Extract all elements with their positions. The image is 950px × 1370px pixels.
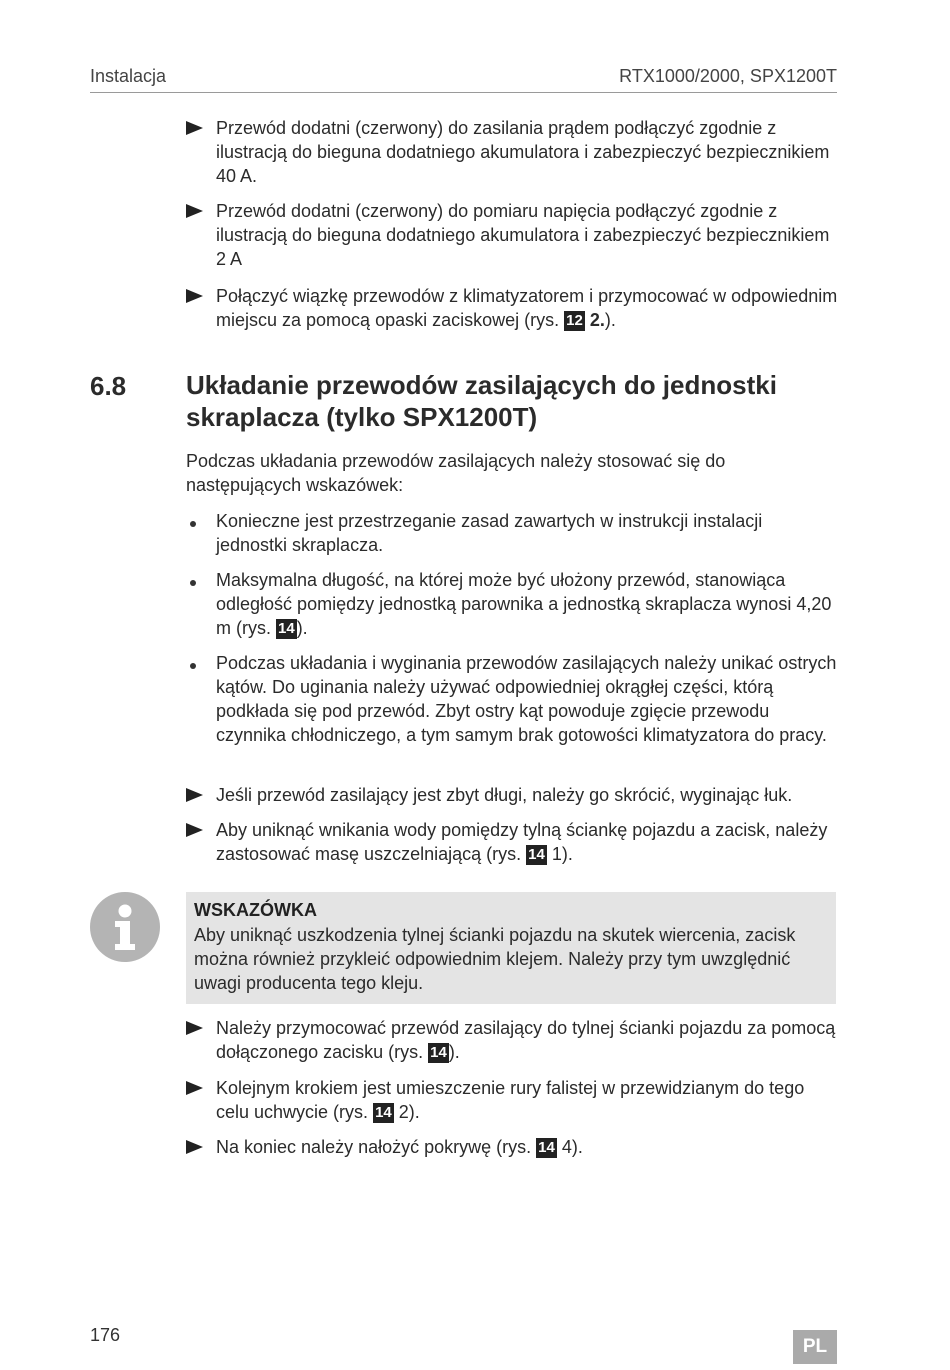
step-text-part: Kolejnym krokiem jest umieszczenie rury falistej w przewidzianym do tego celu uchwycie (rys. [216, 1078, 805, 1122]
section-number: 6.8 [90, 371, 127, 401]
arrow-bullet-icon [186, 818, 210, 843]
step-text-end: 4). [561, 1137, 583, 1157]
arrow-bullet-icon [186, 1076, 210, 1101]
page-header [90, 66, 837, 93]
arrow-bullet-icon [186, 116, 210, 141]
step-text-part: Aby uniknąć wnikania wody pomiędzy tylną ściankę pojazdu a zacisk, należy zastosować masę uszczelniającą (rys. [216, 820, 828, 864]
step-text [216, 818, 838, 866]
step-text [216, 1135, 838, 1159]
step-text-end: ). [604, 310, 616, 330]
step-text-part: Połączyć wiązkę przewodów z klimatyzatorem i przymocować w odpowiednim miejscu za pomocą opaski zaciskowej (rys. [216, 286, 838, 330]
figure-item: 2. [589, 310, 605, 330]
section-intro: Podczas układania przewodów zasilających należy stosować się do następujących wskazówek: [186, 451, 726, 495]
figure-ref: 14 [430, 1044, 447, 1061]
figure-ref: 14 [528, 846, 545, 863]
step-text: Przewód dodatni (czerwony) do pomiaru napięcia podłączyć zgodnie z ilustracją do bieguna dodatniego akumulatora i zabezpieczyć bezpiecznikiem 2 A [216, 201, 830, 269]
step-text [216, 284, 838, 332]
arrow-bullet-icon [186, 1016, 210, 1041]
step-text: Jeśli przewód zasilający jest zbyt długi, należy go skrócić, wyginając łuk. [216, 785, 793, 805]
bullet-text-part: Maksymalna długość, na której może być ułożony przewód, stanowiąca odległość pomiędzy jednostką parownika a jednostką skraplacza wynosi 4,20 m (rys. [216, 570, 832, 638]
arrow-bullet-icon [186, 284, 210, 309]
step-text-part: Na koniec należy nałożyć pokrywę (rys. [216, 1137, 532, 1157]
step-text-part: Należy przymocować przewód zasilający do tylnej ścianki pojazdu za pomocą dołączonego zacisku (rys. [216, 1018, 836, 1062]
header-chapter: Instalacja [90, 66, 167, 86]
bullet-dot-icon [186, 651, 210, 675]
header-model: RTX1000/2000, SPX1200T [619, 66, 837, 86]
bullet-text: Konieczne jest przestrzeganie zasad zawartych w instrukcji instalacji jednostki skraplacza. [216, 511, 763, 555]
step-text-end: 1). [551, 844, 573, 864]
bullet-text: Podczas układania i wyginania przewodów zasilających należy unikać ostrych kątów. Do uginania należy używać odpowiedniej okrągłej części, którą podkłada się pod przewód. Zbyt ostry kąt powoduje zgięcie przewodu czynnika chłodniczego, a tym samym brak gotowości klimatyzatora do pracy. [216, 653, 837, 745]
step-text-end: ). [448, 1042, 460, 1062]
step-text [216, 1016, 838, 1064]
bullet-text [216, 568, 838, 640]
arrow-bullet-icon [186, 1135, 210, 1160]
step-text-end: 2). [398, 1102, 420, 1122]
info-icon [90, 892, 160, 962]
note-text: Aby uniknąć uszkodzenia tylnej ścianki pojazdu na skutek wiercenia, zacisk można również przykleić odpowiednim klejem. Należy przy tym uwzględnić uwagi producenta tego kleju. [194, 925, 796, 993]
figure-ref: 14 [375, 1104, 392, 1121]
note-title: WSKAZÓWKA [194, 900, 317, 920]
arrow-bullet-icon [186, 783, 210, 808]
arrow-bullet-icon [186, 199, 210, 224]
language-badge: PL [793, 1330, 837, 1364]
section-title: Układanie przewodów zasilających do jednostki skraplacza (tylko SPX1200T) [186, 370, 777, 432]
figure-ref: 14 [278, 620, 295, 637]
figure-ref: 14 [538, 1139, 555, 1156]
note-box [186, 892, 836, 1004]
page-number: 176 [90, 1325, 121, 1345]
bullet-text-end: ). [296, 618, 308, 638]
bullet-dot-icon [186, 509, 210, 533]
bullet-dot-icon [186, 568, 210, 592]
step-text [216, 1076, 838, 1124]
figure-ref: 12 [566, 312, 583, 329]
step-text: Przewód dodatni (czerwony) do zasilania prądem podłączyć zgodnie z ilustracją do bieguna dodatniego akumulatora i zabezpieczyć bezpiecznikiem 40 A. [216, 118, 830, 186]
